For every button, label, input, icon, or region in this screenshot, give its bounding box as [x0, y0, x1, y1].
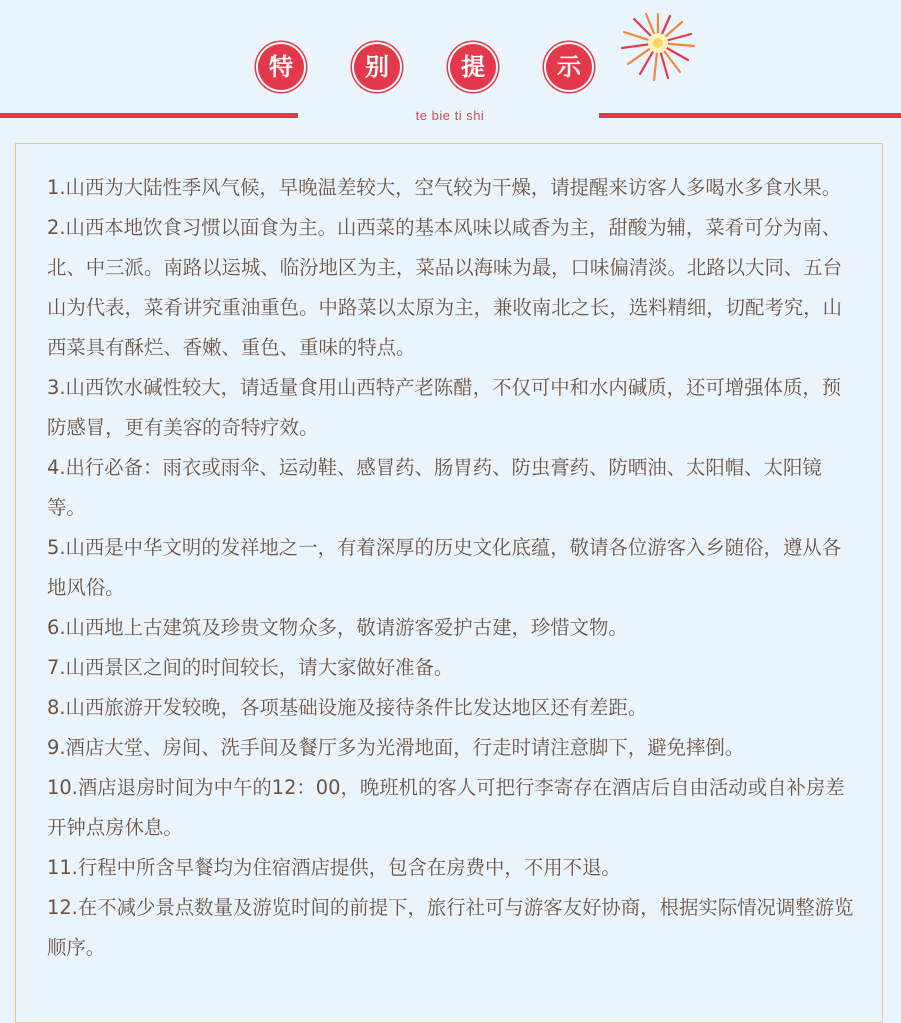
tip-item: 8.山西旅游开发较晚，各项基础设施及接待条件比发达地区还有差距。	[47, 696, 648, 719]
title-char-2: 别	[354, 44, 400, 90]
tip-item: 2.山西本地饮食习惯以面食为主。山西菜的基本风味以咸香为主，甜酸为辅，菜肴可分为南、北、中三派。南路以运城、临汾地区为主，菜品以海味为最，口味偏清淡。北路以大同、五台山为代表，菜肴讲究重油重色。中路菜以太原为主，兼收南北之长，选料精细，切配考究，山西菜具有酥烂、香嫩、重色、重味的特点。	[47, 216, 843, 359]
header-subtitle: te bie ti shi	[415, 108, 485, 123]
tip-item: 1.山西为大陆性季风气候，早晚温差较大，空气较为干燥，请提醒来访客人多喝水多食水果。	[47, 176, 842, 199]
tip-item: 6.山西地上古建筑及珍贵文物众多，敬请游客爱护古建，珍惜文物。	[47, 616, 628, 639]
firework-icon	[618, 10, 698, 84]
header-rule-right	[599, 113, 901, 118]
header-rule-left	[0, 113, 298, 118]
tip-item: 11.行程中所含早餐均为住宿酒店提供，包含在房费中，不用不退。	[47, 856, 621, 879]
header	[0, 0, 901, 140]
tip-item: 5.山西是中华文明的发祥地之一，有着深厚的历史文化底蕴，敬请各位游客入乡随俗，遵从各地风俗。	[47, 536, 842, 599]
tip-item: 10.酒店退房时间为中午的12：00，晚班机的客人可把行李寄存在酒店后自由活动或自补房差开钟点房休息。	[47, 776, 845, 839]
title-char-1: 特	[258, 44, 304, 90]
title-char-4: 示	[546, 44, 592, 90]
tip-item: 3.山西饮水碱性较大，请适量食用山西特产老陈醋，不仅可中和水内碱质，还可增强体质，预防感冒，更有美容的奇特疗效。	[47, 376, 842, 439]
tip-item: 12.在不减少景点数量及游览时间的前提下，旅行社可与游客友好协商，根据实际情况调整游览顺序。	[47, 896, 854, 959]
tip-item: 7.山西景区之间的时间较长，请大家做好准备。	[47, 656, 454, 679]
tip-item: 4.出行必备：雨衣或雨伞、运动鞋、感冒药、肠胃药、防虫膏药、防晒油、太阳帽、太阳镜等。	[47, 456, 822, 519]
tips-list	[47, 168, 859, 968]
title-char-3: 提	[450, 44, 496, 90]
tip-item: 9.酒店大堂、房间、洗手间及餐厅多为光滑地面，行走时请注意脚下，避免摔倒。	[47, 736, 745, 759]
